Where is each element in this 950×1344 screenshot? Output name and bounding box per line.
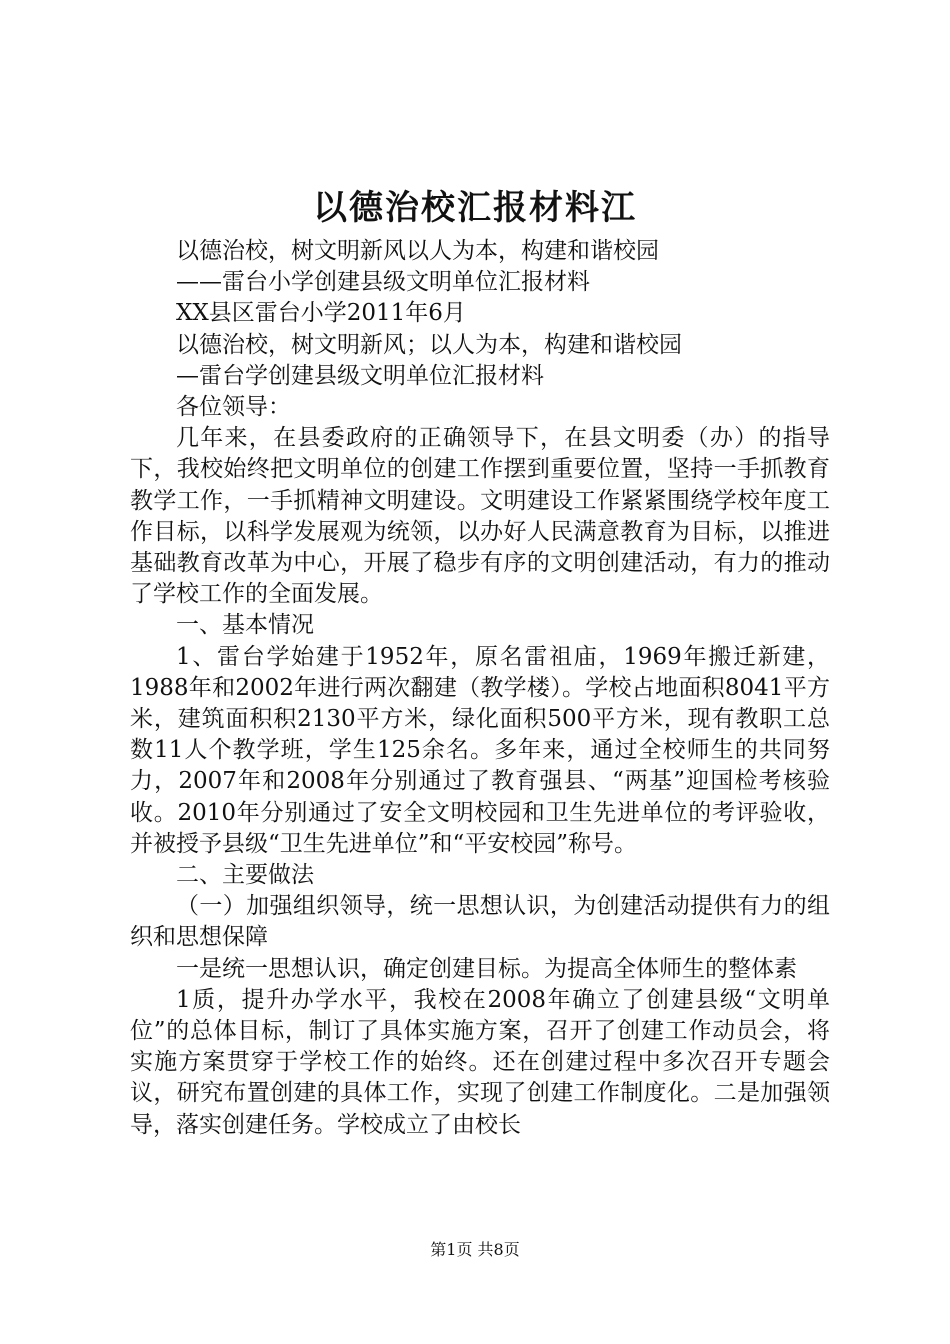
body-paragraph: 一是统一思想认识，确定创建目标。为提高全体师生的整体素 [176, 955, 797, 982]
document-title: 以德治校汇报材料江 [313, 188, 637, 228]
subsection-heading: （一）加强组织领导，统一思想认识，为创建活动提供有力的组织和思想保障 [130, 893, 830, 951]
salutation: 各位领导： [176, 394, 291, 421]
section-heading: 一、基本情况 [176, 612, 314, 639]
subtitle-line: —雷台学创建县级文明单位汇报材料 [176, 362, 544, 389]
body-paragraph: 1质，提升办学水平，我校在2008年确立了创建县级“文明单位”的总体目标，制订了具体实施方案，召开了创建工作动员会，将实施方案贯穿于学校工作的始终。还在创建过程中多次召开专题会议，研究布置创建的具体工作，实现了创建工作制度化。二是加强领导，落实创建任务。学校成立了由校长 [130, 986, 830, 1138]
subtitle-line: 以德治校，树文明新风以人为本，构建和谐校园 [176, 238, 659, 264]
document-body [130, 236, 830, 1141]
page-number-footer: 第1页 共8页 [430, 1240, 520, 1259]
subtitle-line: ——雷台小学创建县级文明单位汇报材料 [176, 269, 590, 296]
date-line: XX县区雷台小学2011年6月 [176, 300, 466, 327]
body-paragraph: 1、雷台学始建于1952年，原名雷祖庙，1969年搬迁新建，1988年和2002年进行两次翻建（教学楼）。学校占地面积8041平方米，建筑面积积2130平方米，绿化面积500平方米，现有教职工总数11人个教学班，学生125余名。多年来，通过全校师生的共同努力，2007年和2008年分别通过了教育强县、“两基”迎国检考核验收。2010年分别通过了安全文明校园和卫生先进单位的考评验收，并被授予县级“卫生先进单位”和“平安校园”称号。 [130, 643, 830, 857]
body-paragraph: 几年来，在县委政府的正确领导下，在县文明委（办）的指导下，我校始终把文明单位的创建工作摆到重要位置，坚持一手抓教育教学工作，一手抓精神文明建设。文明建设工作紧紧围绕学校年度工作目标，以科学发展观为统领，以办好人民满意教育为目标，以推进基础教育改革为中心，开展了稳步有序的文明创建活动，有力的推动了学校工作的全面发展。 [130, 425, 830, 608]
subtitle-line: 以德治校，树文明新风；以人为本，构建和谐校园 [176, 331, 682, 358]
section-heading: 二、主要做法 [176, 862, 314, 889]
